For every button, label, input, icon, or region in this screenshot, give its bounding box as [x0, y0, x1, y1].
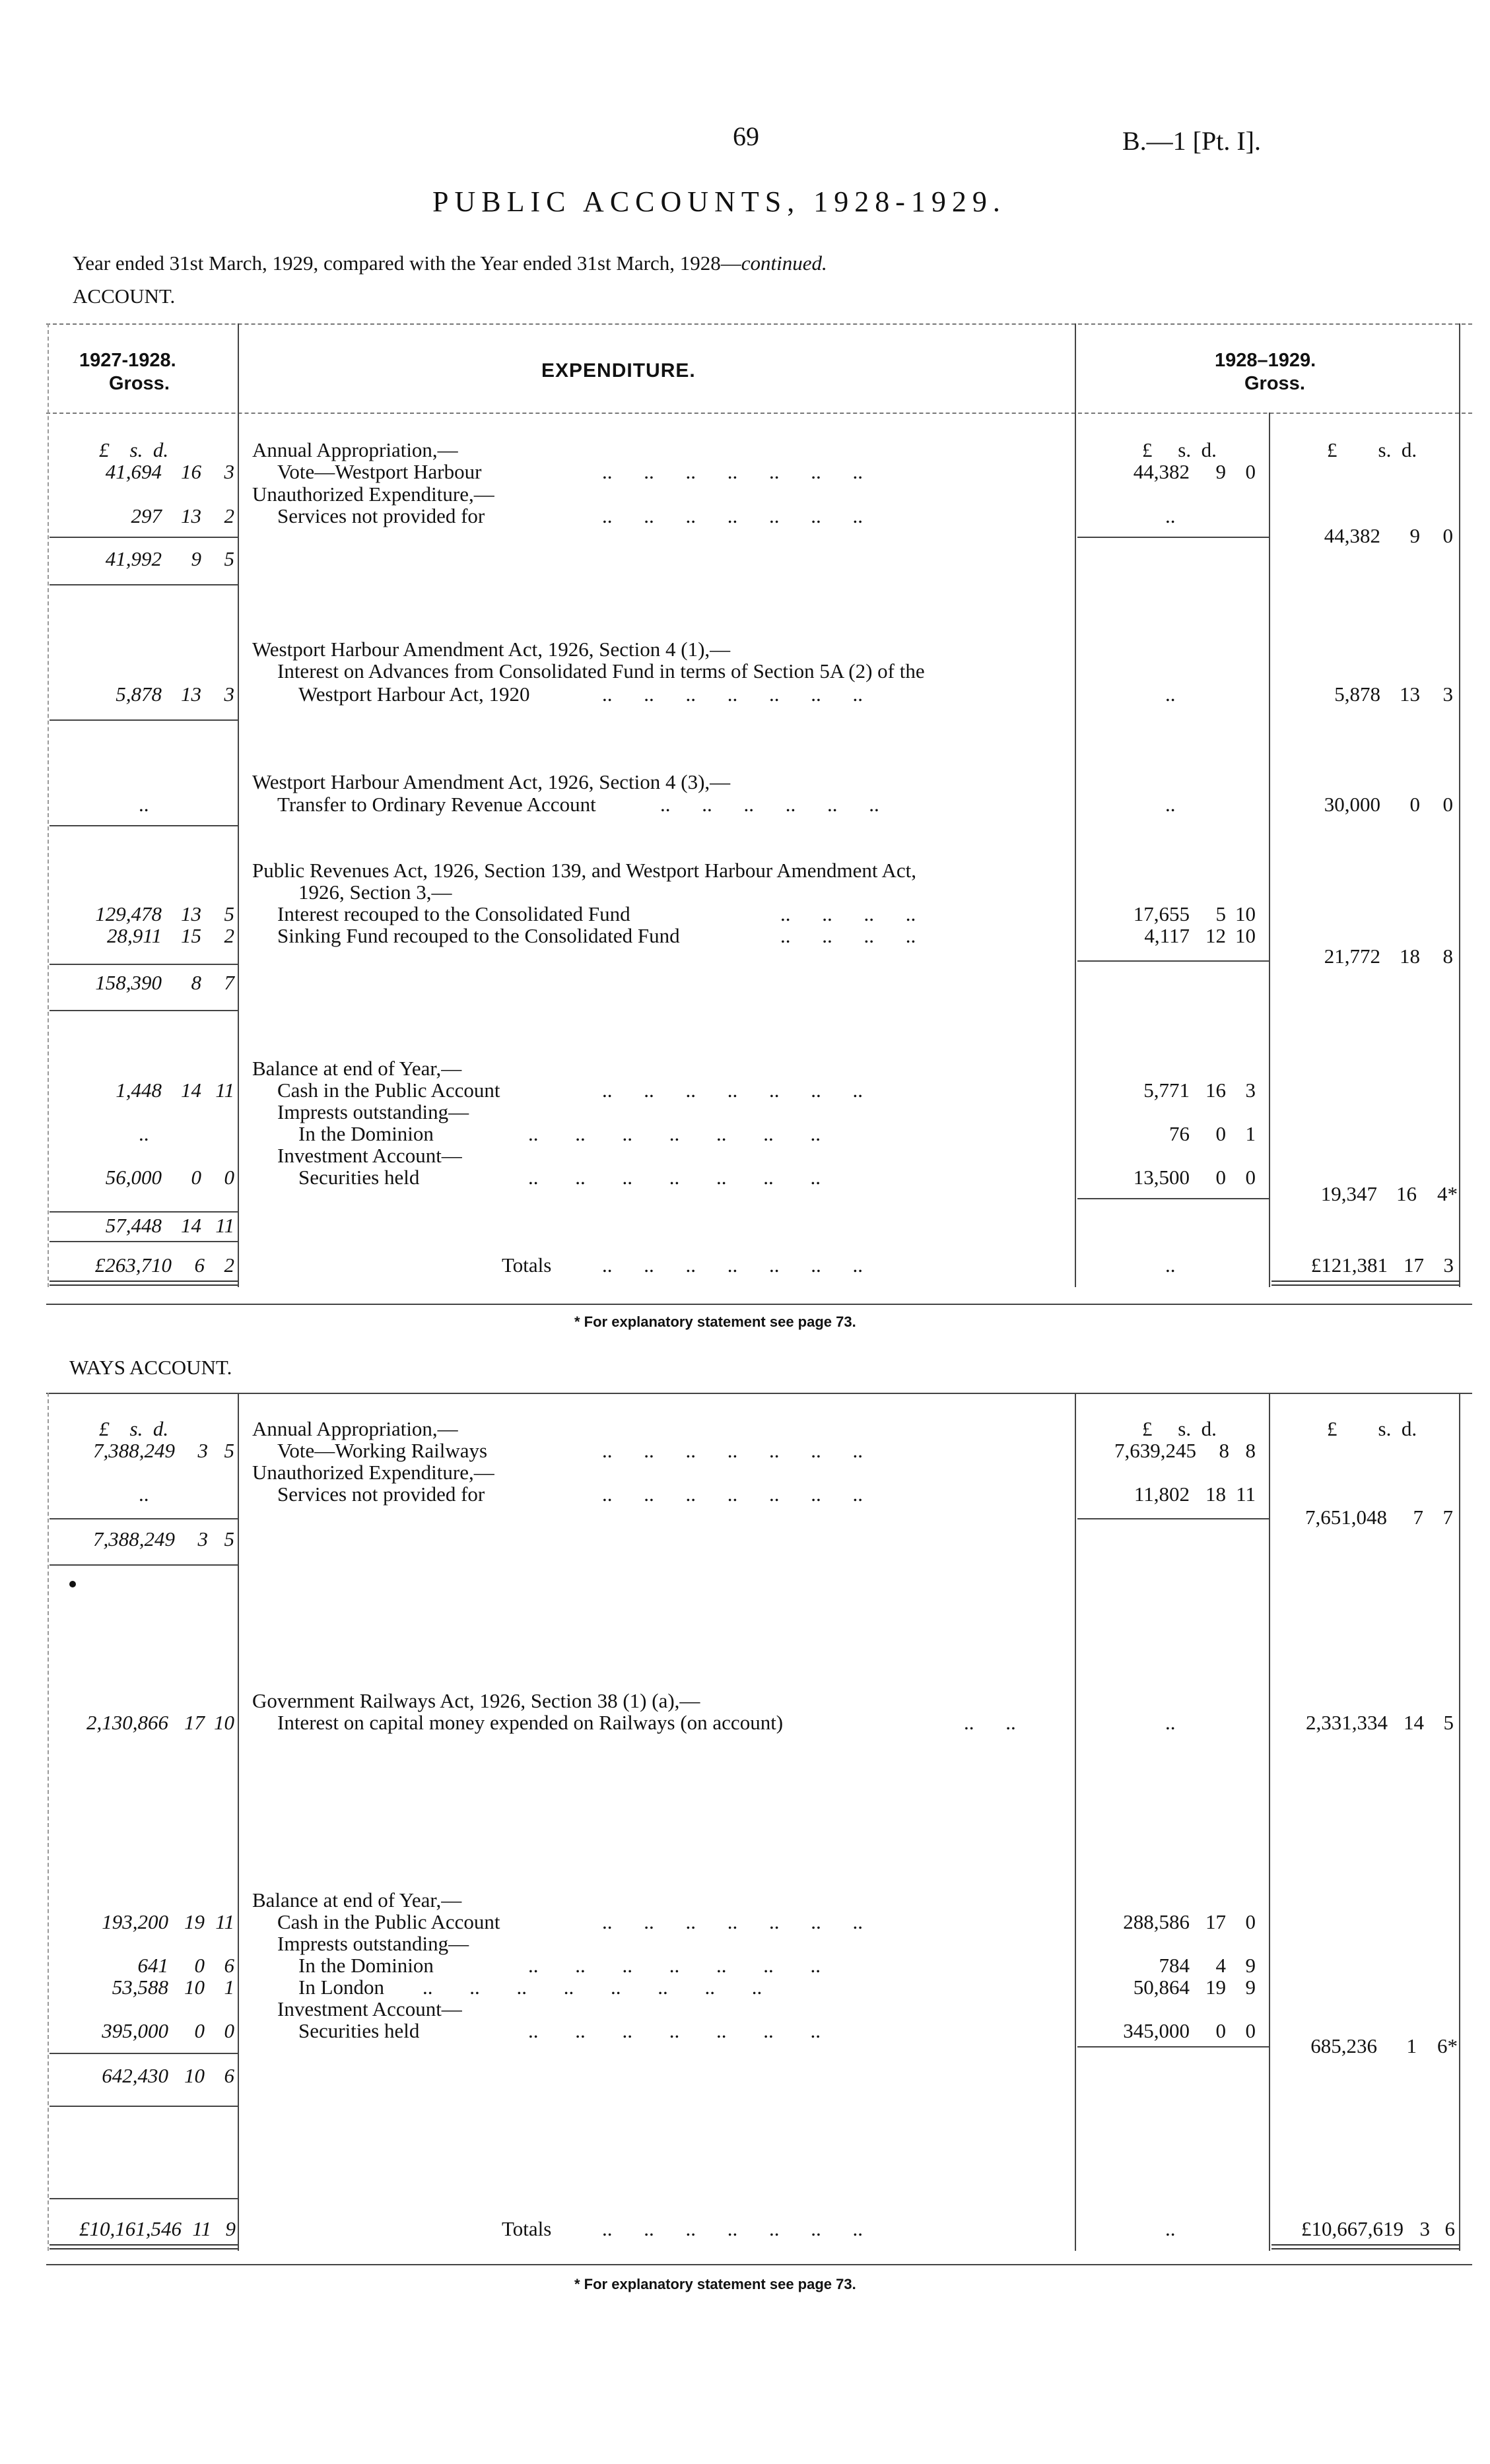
prev-total: £263,710 6 2	[94, 1253, 234, 1277]
footnote: * For explanatory statement see page 73.	[574, 2276, 856, 2292]
row-label: Securities held	[298, 1166, 420, 1189]
row-label: Imprests outstanding—	[277, 1100, 469, 1123]
prev-amount: 297 13 2	[131, 504, 234, 527]
col-line-4	[1459, 323, 1460, 1287]
prev-subtotal: 41,992 9 5	[105, 547, 234, 570]
col-line-1	[238, 323, 239, 1287]
outer-amount: 5,878 13 3	[1334, 683, 1453, 706]
inner-dots: ..	[1165, 2217, 1176, 2240]
inner-amount: 13,500 0 0	[1133, 1166, 1256, 1189]
prev-amount: 129,478 13 5	[95, 902, 234, 925]
prev-amount: 28,911 15 2	[107, 924, 234, 947]
inner-amount: 5,771 16 3	[1143, 1079, 1256, 1102]
rule	[50, 825, 238, 826]
outer-amount: 2,331,334 14 5	[1306, 1711, 1454, 1734]
prev-amount: 641 0 6	[137, 1954, 234, 1977]
leader-dots: .. .. .. .. .. .. ..	[602, 2217, 863, 2240]
table2-top-rule	[46, 1393, 1472, 1394]
rule	[50, 537, 238, 538]
totals-label: Totals	[502, 1253, 552, 1277]
prev-amount: 5,878 13 3	[116, 683, 234, 706]
row-label: In the Dominion	[298, 1954, 434, 1977]
outer-currency-head: £ s. d.	[1327, 438, 1417, 461]
prev-dots: ..	[139, 793, 149, 816]
outer-amount: 685,236 1 6*	[1310, 2034, 1458, 2057]
row-label: Sinking Fund recouped to the Consolidated Fund	[277, 924, 680, 947]
col-line-3	[1269, 413, 1270, 1287]
prev-amount: 2,130,866 17 10	[86, 1711, 234, 1734]
leader-dots: .. .. .. .. .. .. ..	[602, 504, 863, 527]
rule	[50, 2053, 238, 2054]
inner-amount: 44,382 9 0	[1133, 460, 1256, 483]
inner-amount: 4,117 12 10	[1144, 924, 1256, 947]
row-label: In the Dominion	[298, 1122, 434, 1145]
rule	[50, 964, 238, 965]
outer-total: £10,667,619 3 6	[1301, 2217, 1455, 2240]
total-rule	[50, 1281, 238, 1286]
row-label: Vote—Westport Harbour	[277, 460, 482, 483]
col-line-3	[1269, 1393, 1270, 2251]
row-label: Interest recouped to the Consolidated Fund	[277, 902, 630, 925]
col-line-2	[1075, 323, 1076, 1287]
row-label: Transfer to Ordinary Revenue Account	[277, 793, 596, 816]
outer-total: £121,381 17 3	[1310, 1253, 1454, 1277]
leader-dots: .. .. .. ..	[780, 902, 916, 925]
header-prev-year: 1927-1928.	[79, 350, 176, 371]
section-label: ACCOUNT.	[73, 284, 176, 308]
leader-dots: .. .. .. .. .. ..	[660, 793, 879, 816]
document-reference: B.—1 [Pt. I].	[1122, 126, 1261, 156]
outer-amount: 7,651,048 7 7	[1305, 1506, 1453, 1529]
row-label: In London	[298, 1976, 385, 1999]
leader-dots: .. .. .. ..	[780, 924, 916, 947]
page-number: 69	[733, 121, 759, 151]
header-expenditure: EXPENDITURE.	[541, 360, 696, 382]
rule	[50, 584, 238, 585]
prev-currency-head: £ s. d.	[99, 1417, 169, 1440]
outer-amount: 21,772 18 8	[1324, 945, 1453, 968]
inner-amount: 288,586 17 0	[1123, 1910, 1256, 1933]
footnote: * For explanatory statement see page 73.	[574, 1314, 856, 1330]
inner-amount: 7,639,245 8 8	[1114, 1439, 1256, 1462]
prev-dots: ..	[139, 1122, 149, 1145]
prev-amount: 193,200 19 11	[102, 1910, 234, 1933]
rule	[50, 1211, 238, 1213]
leader-dots: .. .. .. .. .. .. ..	[602, 1079, 863, 1102]
rule	[50, 2106, 238, 2107]
rule	[1077, 960, 1269, 962]
inner-dots: ..	[1165, 504, 1176, 527]
row-label: Unauthorized Expenditure,—	[252, 483, 494, 506]
row-label: Balance at end of Year,—	[252, 1888, 462, 1912]
inner-amount: 17,655 5 10	[1133, 902, 1256, 925]
row-label: Annual Appropriation,—	[252, 438, 458, 461]
rule	[50, 2198, 238, 2199]
inner-amount: 11,802 18 11	[1134, 1482, 1256, 1506]
outer-amount: 44,382 9 0	[1324, 524, 1453, 547]
leader-dots: .. .. .. .. .. .. .. ..	[423, 1976, 762, 1999]
inner-dots: ..	[1165, 1253, 1176, 1277]
prev-total: £10,161,546 11 9	[79, 2217, 236, 2240]
inner-dots: ..	[1165, 1711, 1176, 1734]
inner-amount: 784 4 9	[1159, 1954, 1256, 1977]
leader-dots: .. .. .. .. .. .. ..	[528, 2019, 821, 2042]
leader-dots: .. .. .. .. .. .. ..	[602, 1439, 863, 1462]
inner-currency-head: £ s. d.	[1142, 438, 1217, 461]
row-label: Cash in the Public Account	[277, 1079, 500, 1102]
leader-dots: .. .. .. .. .. .. ..	[602, 683, 863, 706]
leader-dots: .. .. .. .. .. .. ..	[602, 1253, 863, 1277]
rule	[1077, 1198, 1269, 1199]
table1-header-rule	[46, 413, 1472, 414]
bullet-mark	[69, 1581, 76, 1587]
header-cur-year: 1928–1929.	[1215, 350, 1316, 371]
rule	[1077, 1518, 1269, 1519]
inner-currency-head: £ s. d.	[1142, 1417, 1217, 1440]
prev-subtotal: 57,448 14 11	[105, 1214, 234, 1237]
leader-dots: .. .. .. .. .. .. ..	[528, 1954, 821, 1977]
row-label: Public Revenues Act, 1926, Section 139, and Westport Harbour Amendment Act,	[252, 859, 917, 882]
outer-amount: 30,000 0 0	[1324, 793, 1453, 816]
inner-amount: 50,864 19 9	[1133, 1976, 1256, 1999]
prev-subtotal: 7,388,249 3 5	[93, 1527, 234, 1550]
row-label: 1926, Section 3,—	[298, 881, 452, 904]
row-label: Interest on capital money expended on Railways (on account)	[277, 1711, 784, 1734]
row-label: Services not provided for	[277, 1482, 485, 1506]
prev-subtotal: 158,390 8 7	[95, 971, 234, 994]
col-line-left	[48, 323, 49, 1287]
rule	[50, 1241, 238, 1242]
total-rule	[1271, 2244, 1459, 2249]
row-label: Cash in the Public Account	[277, 1910, 500, 1933]
col-line-left	[48, 1393, 49, 2251]
subtitle-continued: continued.	[741, 251, 827, 275]
outer-currency-head: £ s. d.	[1327, 1417, 1417, 1440]
row-label: Investment Account—	[277, 1144, 462, 1167]
total-rule	[50, 2244, 238, 2249]
row-label: Annual Appropriation,—	[252, 1417, 458, 1440]
subtitle	[73, 252, 827, 275]
col-line-2	[1075, 1393, 1076, 2251]
table1-bottom-rule	[46, 1304, 1472, 1305]
header-prev-gross: Gross.	[109, 373, 170, 394]
prev-currency-head: £ s. d.	[99, 438, 169, 461]
row-label: Investment Account—	[277, 1997, 462, 2020]
prev-amount: 395,000 0 0	[102, 2019, 234, 2042]
col-line-1	[238, 1393, 239, 2251]
prev-amount: 53,588 10 1	[112, 1976, 234, 1999]
inner-amount: 345,000 0 0	[1123, 2019, 1256, 2042]
rule	[50, 1010, 238, 1011]
rule	[1077, 2046, 1269, 2048]
row-label: Balance at end of Year,—	[252, 1057, 462, 1080]
leader-dots: .. .. .. .. .. .. ..	[528, 1122, 821, 1145]
prev-subtotal: 642,430 10 6	[102, 2064, 234, 2087]
table1-top-rule	[46, 323, 1472, 325]
rule	[1077, 537, 1269, 538]
prev-amount: 1,448 14 11	[116, 1079, 234, 1102]
row-label: Vote—Working Railways	[277, 1439, 488, 1462]
row-label: Westport Harbour Amendment Act, 1926, Section 4 (1),—	[252, 638, 731, 661]
leader-dots: .. .. .. .. .. .. ..	[528, 1166, 821, 1189]
inner-dots: ..	[1165, 793, 1176, 816]
totals-label: Totals	[502, 2217, 552, 2240]
row-label: Unauthorized Expenditure,—	[252, 1461, 494, 1484]
leader-dots: .. .. .. .. .. .. ..	[602, 1910, 863, 1933]
row-label: Imprests outstanding—	[277, 1932, 469, 1955]
row-label: Westport Harbour Amendment Act, 1926, Section 4 (3),—	[252, 770, 731, 793]
row-label: Services not provided for	[277, 504, 485, 527]
rule	[50, 719, 238, 721]
col-line-4	[1459, 1393, 1460, 2251]
prev-amount: 7,388,249 3 5	[93, 1439, 234, 1462]
prev-dots: ..	[139, 1482, 149, 1506]
inner-amount: 76 0 1	[1169, 1122, 1256, 1145]
rule	[50, 1564, 238, 1566]
subtitle-text: Year ended 31st March, 1929, compared with the Year ended 31st March, 1928—	[73, 251, 741, 275]
header-cur-gross: Gross.	[1244, 373, 1305, 394]
outer-amount: 19,347 16 4*	[1320, 1182, 1458, 1205]
prev-amount: 41,694 16 3	[105, 460, 234, 483]
row-label: Westport Harbour Act, 1920	[298, 683, 530, 706]
row-label: Interest on Advances from Consolidated Fund in terms of Section 5A (2) of the	[277, 659, 925, 683]
row-label: Government Railways Act, 1926, Section 38 (1) (a),—	[252, 1689, 700, 1712]
table2-bottom-rule	[46, 2264, 1472, 2265]
row-label: Securities held	[298, 2019, 420, 2042]
inner-dots: ..	[1165, 683, 1176, 706]
page-title: PUBLIC ACCOUNTS, 1928-1929.	[432, 185, 1006, 218]
rule	[50, 1518, 238, 1519]
total-rule	[1271, 1281, 1459, 1286]
leader-dots: .. .. .. .. .. .. ..	[602, 1482, 863, 1506]
section-label-ways: WAYS ACCOUNT.	[69, 1356, 232, 1379]
leader-dots: .. ..	[964, 1711, 1016, 1734]
prev-amount: 56,000 0 0	[105, 1166, 234, 1189]
leader-dots: .. .. .. .. .. .. ..	[602, 460, 863, 483]
